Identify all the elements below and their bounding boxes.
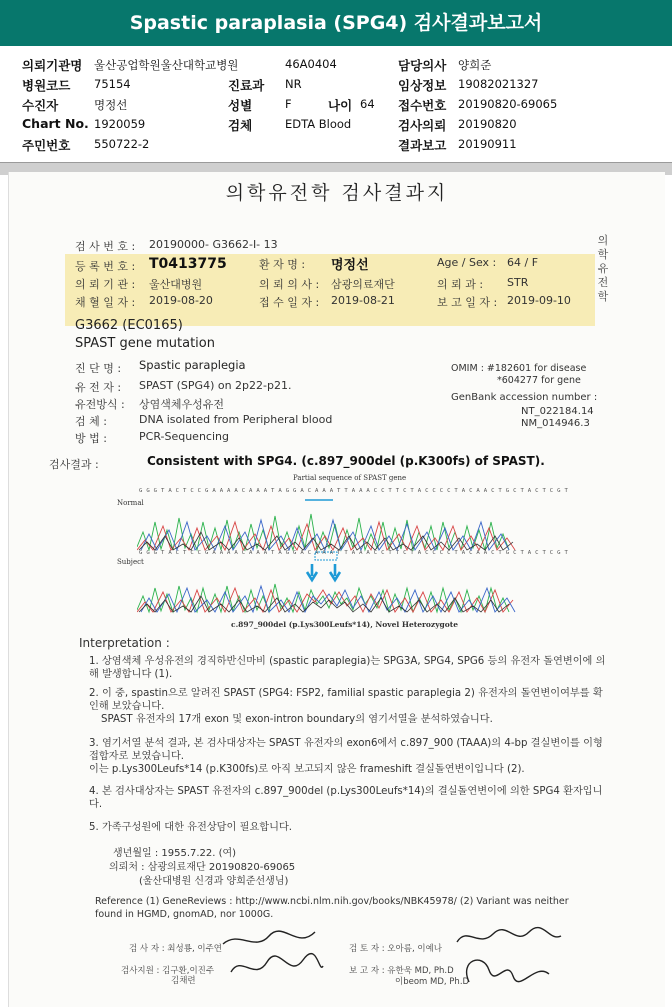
test-code: G3662 (EC0165) [75, 318, 183, 333]
subject-label: Subject [117, 558, 144, 566]
reg-no-value: T0413775 [149, 256, 227, 272]
figure-caption: c.897_900del (p.Lys300Leufs*14), Novel Heterozygote [231, 620, 459, 629]
age-sex-value: 64 / F [507, 256, 539, 269]
rrn-value: 550722-2 [94, 137, 150, 151]
method-value: PCR-Sequencing [139, 430, 229, 443]
age-label: 나이 [328, 98, 353, 113]
inst-label: 의 뢰 기 관 : [75, 278, 136, 291]
receipt-date-value: 2019-08-21 [331, 294, 395, 307]
request-date-label: 검사의뢰 [398, 118, 447, 133]
receipt-no-value: 20190820-69065 [458, 97, 558, 111]
doctor-value-scan: 삼광의료재단 [331, 278, 395, 291]
deletion-box [315, 552, 337, 560]
omim-gene: *604277 for gene [497, 375, 581, 386]
reference: Reference (1) GeneReviews : http://www.ncbi.nlm.nih.gov/books/NBK45978/ (2) Variant was neither found in HGMD, gnomAD, nor 1000G. [95, 896, 569, 920]
assistant-names-2: 김채련 [171, 976, 196, 986]
interpretation-item-3b: 이는 p.Lys300Leufs*14 (p.K300fs)로 아직 보고되지 않은 frameshift 결실돌연변이입니다 (2). [89, 764, 525, 775]
scan-title: 의학유전학 검사결과지 [225, 182, 449, 204]
report-date-value: 20190911 [458, 137, 517, 151]
sex-value: F [285, 97, 292, 111]
specimen-label-scan: 검 체 : [75, 415, 107, 428]
inheritance-value: 상염색체우성유전 [139, 398, 225, 411]
reporter-names-2: 이beom MD, Ph.D [395, 977, 470, 987]
report-date-value-scan: 2019-09-10 [507, 294, 571, 307]
clinical-info-label: 임상정보 [398, 78, 447, 93]
age-sex-label: Age / Sex : [437, 256, 497, 269]
reg-no-label: 등 록 번 호 : [75, 260, 136, 273]
request-date-value: 20190820 [458, 117, 517, 131]
scanned-report [8, 172, 665, 1007]
interpretation-item-3a: 3. 염기서열 분석 결과, 본 검사대상자는 SPAST 유전자의 exon6에서 c.897_900 (TAAA)의 4-bp 결실변이를 이형접합자로 보였습니다. [89, 738, 603, 762]
receipt-date-label: 접 수 일 자 : [259, 296, 320, 309]
genbank-nm: NM_014946.3 [521, 418, 590, 429]
gene-label: 유 전 자 : [75, 381, 122, 394]
chromatogram-figure [137, 492, 517, 622]
omim-disease: OMIM : #182601 for disease [451, 363, 587, 374]
assistant-names: 검사지원 : 김구환,이진주 [121, 966, 215, 976]
inheritance-label: 유전방식 : [75, 398, 125, 411]
institution-label: 의뢰기관명 [22, 58, 83, 73]
genbank-nt: NT_022184.14 [521, 406, 594, 417]
doctor-label-scan: 의 뢰 의 사 : [259, 278, 320, 291]
reviewer-signature [449, 922, 569, 992]
interpretation-title: Interpretation : [79, 636, 170, 650]
gene-mutation-title: SPAST gene mutation [75, 336, 215, 351]
report-date-label: 결과보고 [398, 138, 447, 153]
institution-code: 46A0404 [285, 57, 337, 71]
patient-name-label: 환 자 명 : [259, 258, 306, 271]
collect-date-label: 채 혈 일 자 : [75, 296, 136, 309]
doctor-value: 양희준 [458, 58, 492, 72]
method-label: 방 법 : [75, 432, 107, 445]
department-value: NR [285, 77, 302, 91]
reviewer-names: 검 토 자 : 오아름, 이예나 [349, 944, 442, 954]
receipt-no-label: 접수번호 [398, 98, 447, 113]
requester: 의뢰처 : 삼광의료재단 20190820-69065 [109, 862, 296, 873]
chart-no-label: Chart No. [22, 116, 89, 131]
side-vertical-label: 의학유전학 [597, 234, 609, 303]
chart-no-value: 1920059 [94, 117, 146, 131]
result-value: Consistent with SPG4. (c.897_900del (p.K300fs) of SPAST). [147, 454, 545, 468]
specimen-label: 검체 [228, 118, 253, 133]
interpretation-item-5: 5. 가족구성원에 대한 유전상담이 필요합니다. [89, 822, 293, 833]
test-no-label: 검 사 번 호 : [75, 240, 136, 253]
normal-sequence: G G G T A C T C C G A A A A C A A A T A G G A C A A A T T A A A C C T T C T A C C C C T A C A A C T G C T A C T C G T [139, 488, 569, 494]
mutation-arrow-1 [307, 564, 317, 580]
result-label: 검사결과 : [49, 458, 99, 471]
specimen-value: EDTA Blood [285, 117, 352, 131]
dept-label-scan: 의 뢰 과 : [437, 278, 484, 291]
interpretation-item-2a: 2. 이 중, spastin으로 알려진 SPAST (SPG4: FSP2, familial spastic paraplegia 2) 유전자의 돌연변이여부를 확인해 보았습니다. [89, 688, 603, 712]
gene-value: SPAST (SPG4) on 2p22-p21. [139, 379, 292, 392]
institution-value: 울산공업학원울산대학교병원 [94, 58, 239, 72]
clinical-info-value: 19082021327 [458, 77, 539, 91]
tester-names: 검 사 자 : 최성룡, 이주연 [129, 944, 222, 954]
tester-signature [219, 922, 329, 992]
age-value: 64 [360, 97, 375, 111]
date-of-birth: 생년월일 : 1955.7.22. (여) [113, 848, 237, 859]
interpretation-item-1: 1. 상염색체 우성유전의 경직하반신마비 (spastic paraplegia)는 SPG3A, SPG4, SPG6 등의 유전자 돌연변이에 의해 발생합니다 (1). [89, 656, 606, 680]
dept-value-scan: STR [507, 276, 529, 289]
patient-value: 명정선 [94, 98, 128, 112]
hospital-code-value: 75154 [94, 77, 131, 91]
patient-name-value: 명정선 [331, 258, 369, 273]
diagnosis-label: 진 단 명 : [75, 362, 122, 375]
interpretation-item-4: 4. 본 검사대상자는 SPAST 유전자의 c.897_900del (p.Lys300Leufs*14)의 결실돌연변이에 의한 SPG4 환자입니다. [89, 786, 603, 810]
requester-detail: (울산대병원 신경과 양희준선생님) [139, 876, 289, 887]
collect-date-value: 2019-08-20 [149, 294, 213, 307]
report-date-label-scan: 보 고 일 자 : [437, 296, 498, 309]
mutation-arrow-2 [330, 564, 340, 580]
specimen-value-scan: DNA isolated from Peripheral blood [139, 413, 333, 426]
genbank-label: GenBank accession number : [451, 392, 598, 403]
hospital-code-label: 병원코드 [22, 78, 71, 93]
department-label: 진료과 [228, 78, 265, 93]
doctor-label: 담당의사 [398, 58, 447, 73]
patient-label: 수진자 [22, 98, 59, 113]
rrn-label: 주민번호 [22, 138, 71, 153]
interpretation-item-2b: SPAST 유전자의 17개 exon 및 exon-intron boundary의 염기서열을 분석하였습니다. [101, 714, 493, 725]
normal-label: Normal [117, 499, 144, 507]
test-no-value: 20190000- G3662-I- 13 [149, 238, 278, 251]
diagnosis-value: Spastic paraplegia [139, 358, 246, 372]
sex-label: 성별 [228, 98, 253, 113]
subject-sequence: G G G T A C T C C G A A A A C A A A T A G G A C A A A T T A A A C C T T C T A C C C C T A C A A C T G C T A C T C G T [139, 550, 569, 556]
inst-value: 울산대병원 [149, 278, 203, 291]
report-banner-title: Spastic paraplasia (SPG4) 검사결과보고서 [0, 0, 672, 46]
reporter-names: 보 고 자 : 유한욱 MD, Ph.D [349, 966, 454, 976]
figure-title: Partial sequence of SPAST gene [293, 474, 407, 482]
